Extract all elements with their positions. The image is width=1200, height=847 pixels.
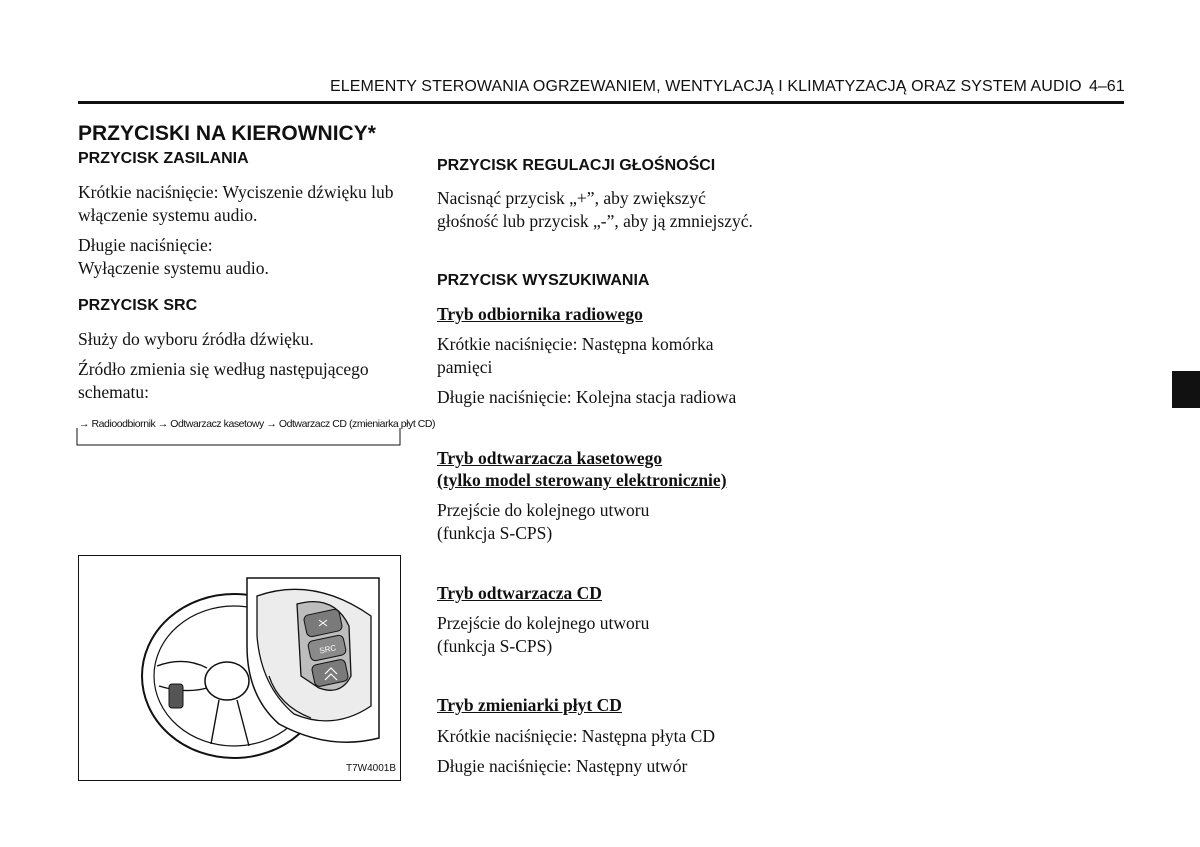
seek-button-heading: PRZYCISK WYSZUKIWANIA <box>437 272 650 289</box>
page-number: 4–61 <box>1089 78 1125 95</box>
src-button-heading: PRZYCISK SRC <box>78 297 198 314</box>
cycle-arrow-icon: → <box>79 418 90 430</box>
src-cycle-intro: Źródło zmienia się według następującego schematu: <box>78 359 369 402</box>
cycle-arrow-icon: → <box>266 418 277 430</box>
steering-wheel-illustration <box>79 556 399 779</box>
volume-button-heading: PRZYCISK REGULACJI GŁOŚNOŚCI <box>437 157 716 174</box>
changer-short-press-text: Krótkie naciśnięcie: Następna płyta CD <box>437 726 715 746</box>
radio-short-press-text: Krótkie naciśnięcie: Następna komórka pamięci <box>437 334 714 377</box>
volume-description: Nacisnąć przycisk „+”, aby zwiększyć głośność lub przycisk „-”, aby ją zmniejszyć. <box>437 188 753 231</box>
radio-long-press-text: Długie naciśnięcie: Kolejna stacja radiowa <box>437 387 737 407</box>
src-cycle-sequence <box>79 418 435 430</box>
radio-mode-title: Tryb odbiornika radiowego <box>437 304 643 324</box>
changer-long-press-text: Długie naciśnięcie: Następny utwór <box>437 756 688 776</box>
cycle-item-cd: Odtwarzacz CD (zmieniarka płyt CD) <box>278 418 436 430</box>
power-long-press-text: Długie naciśnięcie: Wyłączenie systemu audio. <box>78 235 269 278</box>
cycle-arrow-icon: → <box>157 418 168 430</box>
cd-mode-title: Tryb odtwarzacza CD <box>437 583 602 603</box>
cassette-description: Przejście do kolejnego utworu (funkcja S-CPS) <box>437 500 650 543</box>
src-description: Służy do wyboru źródła dźwięku. <box>78 329 314 349</box>
power-button-heading: PRZYCISK ZASILANIA <box>78 150 249 167</box>
section-thumb-tab <box>1172 371 1200 408</box>
src-cycle-diagram <box>76 418 436 448</box>
section-title: PRZYCISKI NA KIEROWNICY* <box>78 122 376 145</box>
power-short-press-text: Krótkie naciśnięcie: Wyciszenie dźwięku lub włączenie systemu audio. <box>78 182 394 225</box>
header-rule <box>78 101 1124 104</box>
changer-mode-title: Tryb zmieniarki płyt CD <box>437 695 622 715</box>
cycle-item-cassette: Odtwarzacz kasetowy <box>170 418 264 430</box>
cycle-item-radio: Radioodbiornik <box>91 418 156 430</box>
figure-src-button-label: SRC <box>318 643 337 656</box>
cd-description: Przejście do kolejnego utworu (funkcja S-CPS) <box>437 613 650 656</box>
running-header-title: ELEMENTY STEROWANIA OGRZEWANIEM, WENTYLACJĄ I KLIMATYZACJĄ ORAZ SYSTEM AUDIO <box>330 78 1082 95</box>
cassette-mode-title: Tryb odtwarzacza kasetowego (tylko model sterowany elektronicznie) <box>437 448 727 490</box>
figure-code: T7W4001B <box>346 763 397 774</box>
steering-wheel-figure <box>78 555 401 781</box>
